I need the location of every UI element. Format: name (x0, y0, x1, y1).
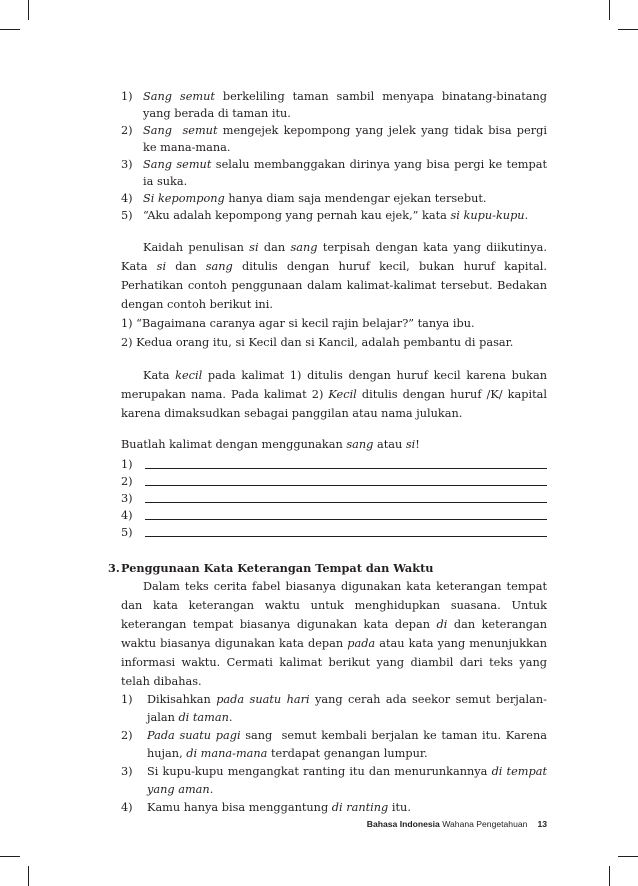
section-heading: 3. Penggunaan Kata Keterangan Tempat dan Waktu (108, 561, 434, 575)
list-item: 5) “Aku adalah kepompong yang pernah kau ejek,” kata si kupu-kupu. (121, 209, 529, 222)
blank-line[interactable]: 3) (121, 490, 547, 507)
page-footer (300, 818, 547, 830)
page-content (108, 88, 551, 817)
crop-mark (618, 856, 638, 857)
blank-line[interactable]: 1) (121, 456, 547, 473)
blank-line[interactable]: 2) (121, 473, 547, 490)
list-item: 4) Si kepompong hanya diam saja mendengar ejekan tersebut. (121, 192, 487, 205)
crop-mark (618, 29, 638, 30)
kaidah-paragraph: Kaidah penulisan si dan sang terpisah dengan kata yang diikutinya. Kata si dan sang ditulis dengan huruf kecil, bukan huruf kapital. Perhatikan contoh penggunaan dalam kalimat-kalimat tersebut. Bedakan dengan contoh berikut ini. (121, 241, 548, 311)
section-paragraph: Dalam teks cerita fabel biasanya digunakan kata keterangan tempat dan kata keterangan waktu untuk menghidupkan suasana. Untuk keterangan tempat biasanya digunakan kata depan di dan keterangan waktu biasanya digunakan kata depan pada atau kata yang menunjukkan informasi waktu. Cermati kalimat berikut yang diambil dari teks yang telah dibahas. (121, 580, 547, 688)
blank-line[interactable]: 4) (121, 507, 547, 524)
section-examples (121, 691, 551, 817)
exercise-instruction: Buatlah kalimat dengan menggunakan sang atau si! (121, 438, 420, 451)
kaidah-example-1: 1) “Bagaimana caranya agar si kecil rajin belajar?” tanya ibu. (121, 317, 475, 330)
list-item: 1) Dikisahkan pada suatu hari yang cerah ada seekor semut berjalan-jalan di taman. (121, 693, 547, 724)
blank-line[interactable]: 5) (121, 524, 547, 541)
crop-mark (0, 29, 20, 30)
crop-mark (0, 856, 20, 857)
list-item: 3) Si kupu-kupu mengangkat ranting itu dan menurunkannya di tempat yang aman. (121, 765, 547, 796)
kecil-paragraph: Kata kecil pada kalimat 1) ditulis dengan huruf kecil karena bukan merupakan nama. Pada kalimat 2) Kecil ditulis dengan huruf /K/ kapital karena dimaksudkan sebagai panggilan atau nama julukan. (121, 369, 548, 420)
example-list (121, 88, 547, 224)
list-item: 2) Sang semut mengejek kepompong yang jelek yang tidak bisa pergi ke mana-mana. (121, 124, 547, 154)
crop-mark (28, 0, 29, 20)
list-item: 3) Sang semut selalu membanggakan dirinya yang bisa pergi ke tempat ia suka. (121, 158, 547, 188)
crop-mark (609, 0, 610, 20)
exercise-blanks (121, 456, 547, 541)
crop-mark (28, 866, 29, 886)
kaidah-example-2: 2) Kedua orang itu, si Kecil dan si Kancil, adalah pembantu di pasar. (121, 336, 514, 349)
page-number: 13 (537, 819, 547, 829)
footer-book-subtitle: Wahana Pengetahuan (439, 819, 528, 829)
list-item: 2) Pada suatu pagi sang semut kembali berjalan ke taman itu. Karena hujan, di mana-mana terdapat genangan lumpur. (121, 729, 551, 760)
footer-book-title: Bahasa Indonesia (366, 819, 440, 829)
crop-mark (609, 866, 610, 886)
list-item: 1) Sang semut berkeliling taman sambil menyapa binatang-binatang yang berada di taman itu. (121, 90, 547, 120)
list-item: 4) Kamu hanya bisa menggantung di ranting itu. (121, 801, 411, 814)
